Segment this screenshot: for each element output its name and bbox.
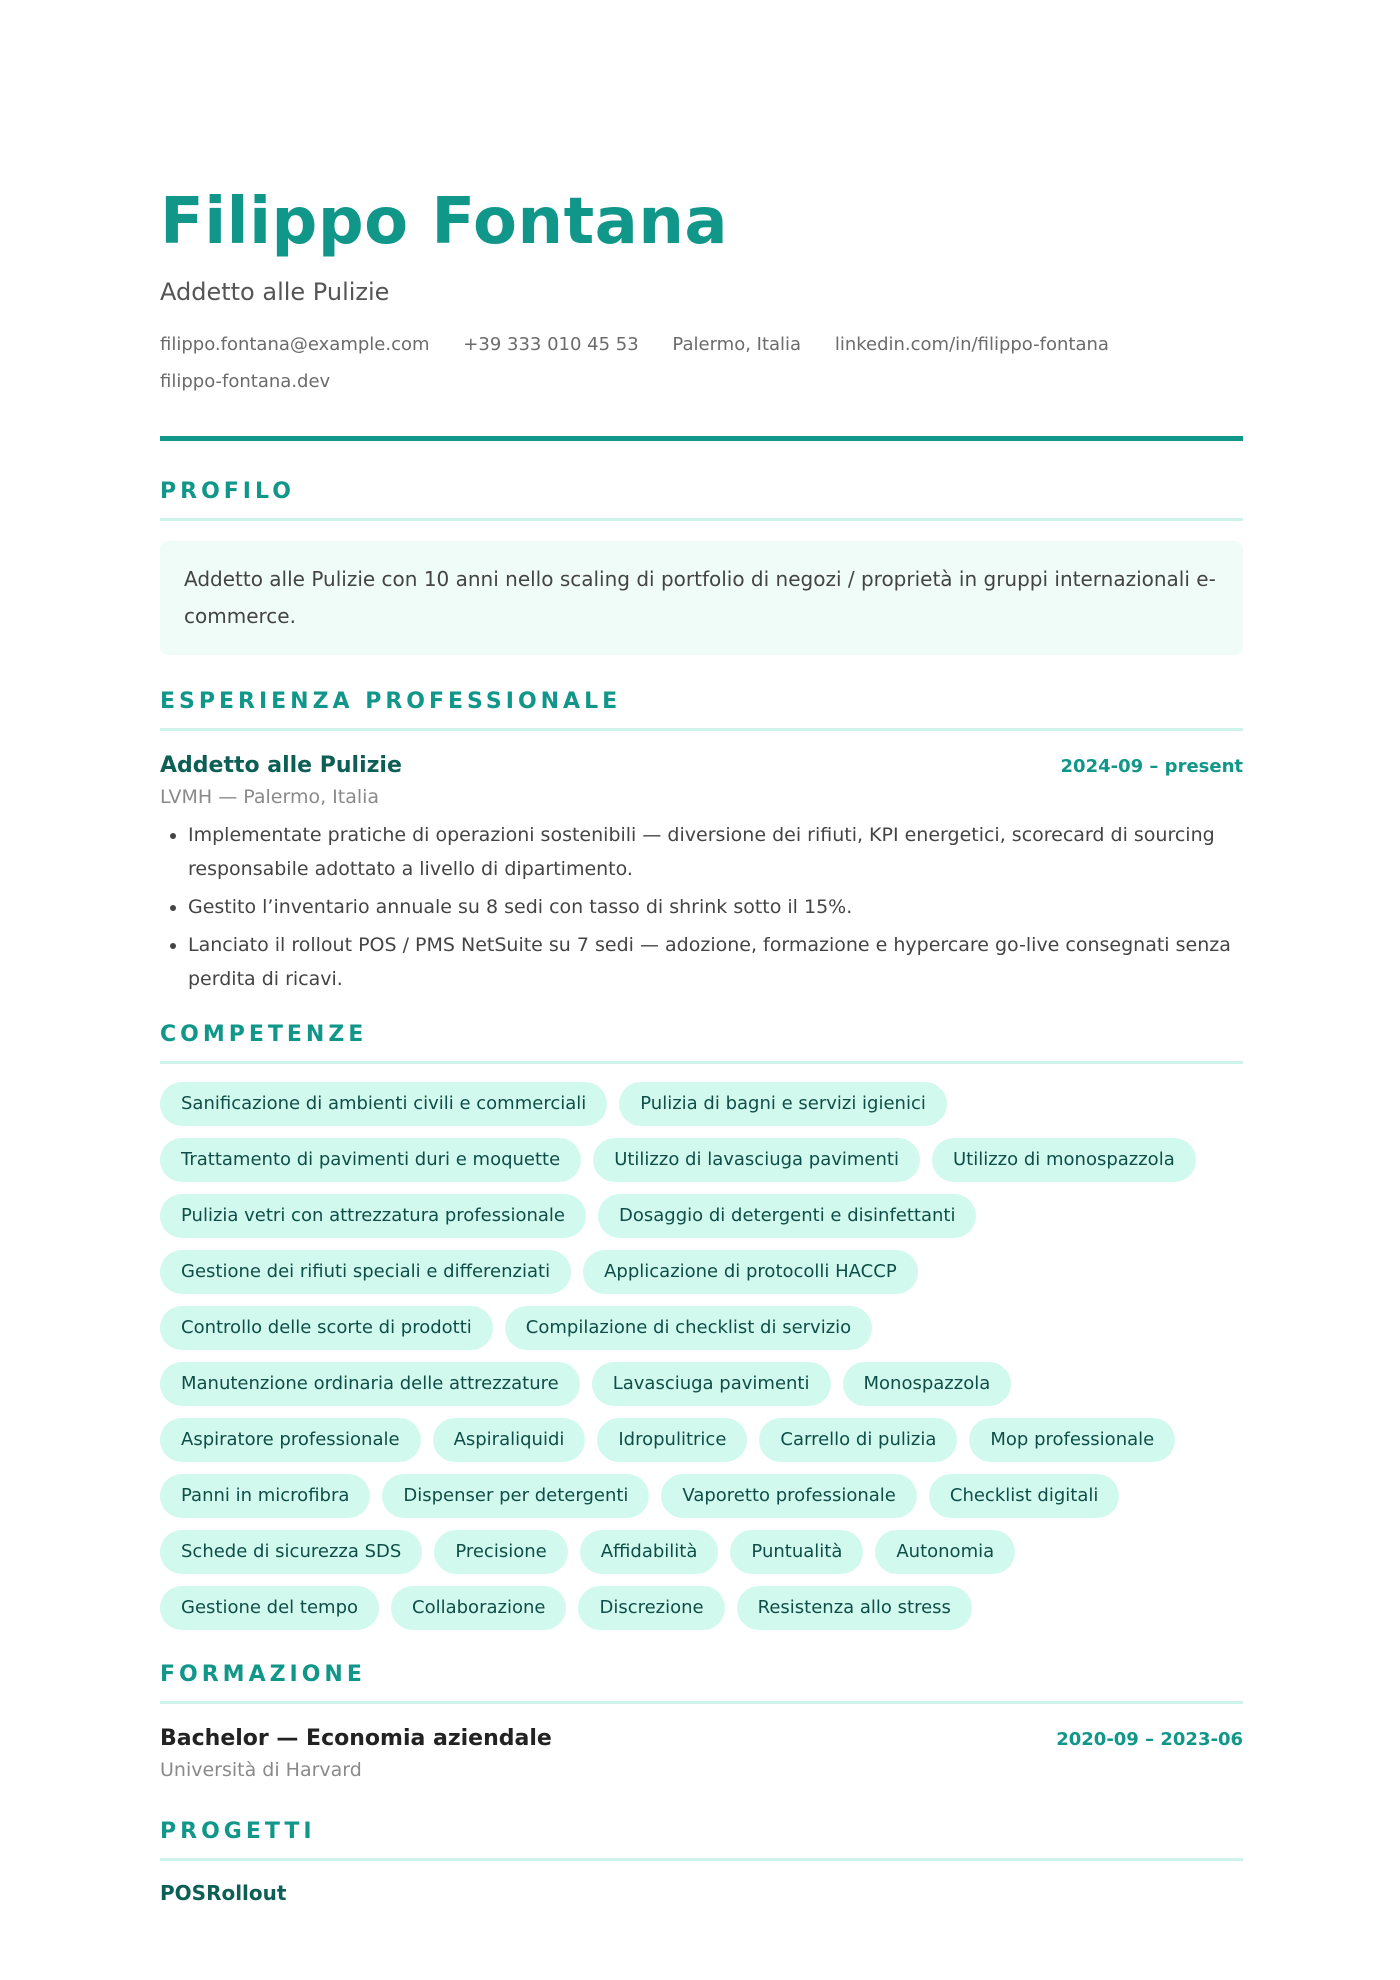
skill-tag: Precisione (434, 1530, 567, 1574)
section-divider (160, 518, 1243, 521)
skill-tag: Aspiratore professionale (160, 1418, 421, 1462)
candidate-name: Filippo Fontana (160, 185, 729, 259)
skill-tag: Autonomia (875, 1530, 1015, 1574)
skill-tag: Pulizia di bagni e servizi igienici (619, 1082, 947, 1126)
skill-tag: Collaborazione (391, 1586, 566, 1630)
skill-tag: Mop professionale (969, 1418, 1175, 1462)
profile-summary: Addetto alle Pulizie con 10 anni nello scaling di portfolio di negozi / proprietà in gruppi internazionali e-commerce. (160, 541, 1243, 655)
job-bullets (160, 818, 1243, 996)
section-title-skills: COMPETENZE (160, 1022, 368, 1047)
education-school: Università di Harvard (160, 1759, 362, 1781)
section-title-profile: PROFILO (160, 479, 295, 504)
section-title-projects: PROGETTI (160, 1819, 316, 1844)
skill-tag: Lavasciuga pavimenti (592, 1362, 831, 1406)
skill-tag: Affidabilità (580, 1530, 719, 1574)
education-header (160, 1726, 1243, 1751)
skill-tag: Aspiraliquidi (433, 1418, 586, 1462)
job-entry (160, 753, 1243, 996)
section-divider (160, 1858, 1243, 1861)
section-projects (160, 1819, 1243, 1905)
skill-tag: Schede di sicurezza SDS (160, 1530, 422, 1574)
job-title: Addetto alle Pulizie (160, 753, 402, 778)
contact-linkedin[interactable]: linkedin.com/in/filippo-fontana (834, 334, 1109, 355)
skill-tag: Carrello di pulizia (759, 1418, 957, 1462)
section-education (160, 1662, 1243, 1781)
skill-tag: Trattamento di pavimenti duri e moquette (160, 1138, 581, 1182)
skill-tag: Monospazzola (843, 1362, 1012, 1406)
section-divider (160, 728, 1243, 731)
section-experience (160, 689, 1243, 996)
skill-tag: Dosaggio di detergenti e disinfettanti (598, 1194, 976, 1238)
skill-tag: Dispenser per detergenti (382, 1474, 649, 1518)
job-header (160, 753, 1243, 778)
skill-tag: Compilazione di checklist di servizio (505, 1306, 872, 1350)
skill-tag: Puntualità (730, 1530, 863, 1574)
skill-tag: Gestione del tempo (160, 1586, 379, 1630)
skill-tag: Panni in microfibra (160, 1474, 370, 1518)
skill-tag: Gestione dei rifiuti speciali e differenziati (160, 1250, 571, 1294)
education-degree: Bachelor — Economia aziendale (160, 1726, 552, 1751)
skill-tag: Checklist digitali (929, 1474, 1119, 1518)
skill-tag: Resistenza allo stress (737, 1586, 972, 1630)
section-skills (160, 1022, 1243, 1630)
section-title-education: FORMAZIONE (160, 1662, 366, 1687)
skill-tag: Manutenzione ordinaria delle attrezzature (160, 1362, 580, 1406)
job-company: LVMH — Palermo, Italia (160, 786, 380, 808)
skill-tag: Pulizia vetri con attrezzatura professionale (160, 1194, 586, 1238)
skill-tag: Vaporetto professionale (661, 1474, 916, 1518)
contact-phone[interactable]: +39 333 010 45 53 (463, 334, 639, 355)
skill-tag: Controllo delle scorte di prodotti (160, 1306, 493, 1350)
skill-tag: Discrezione (578, 1586, 724, 1630)
section-title-experience: ESPERIENZA PROFESSIONALE (160, 689, 622, 714)
skill-tag: Sanificazione di ambienti civili e commerciali (160, 1082, 607, 1126)
resume-content (160, 180, 1243, 1905)
contact-location: Palermo, Italia (672, 334, 802, 355)
job-bullet: • Gestito l’inventario annuale su 8 sedi con tasso di shrink sotto il 15%. (188, 890, 1243, 924)
header-divider (160, 436, 1243, 441)
contact-website[interactable]: filippo-fontana.dev (160, 371, 331, 392)
project-title: POSRollout (160, 1881, 287, 1905)
skill-tags (160, 1082, 1243, 1630)
job-dates: 2024-09 – present (1060, 756, 1243, 777)
skill-tag: Utilizzo di monospazzola (932, 1138, 1196, 1182)
job-bullet: • Implementate pratiche di operazioni sostenibili — diversione dei rifiuti, KPI energetici, scorecard di sourcing responsabile adottato a livello di dipartimento. (188, 818, 1243, 886)
contact-email[interactable]: filippo.fontana@example.com (160, 334, 430, 355)
section-divider (160, 1061, 1243, 1064)
candidate-role: Addetto alle Pulizie (160, 278, 390, 306)
skill-tag: Applicazione di protocolli HACCP (583, 1250, 918, 1294)
skill-tag: Idropulitrice (597, 1418, 747, 1462)
skill-tag: Utilizzo di lavasciuga pavimenti (593, 1138, 920, 1182)
section-profile (160, 479, 1243, 655)
section-divider (160, 1701, 1243, 1704)
education-dates: 2020-09 – 2023-06 (1056, 1729, 1243, 1750)
education-entry (160, 1726, 1243, 1781)
contact-list (160, 326, 1243, 400)
job-bullet: • Lanciato il rollout POS / PMS NetSuite su 7 sedi — adozione, formazione e hypercare go-live consegnati senza perdita di ricavi. (188, 928, 1243, 996)
